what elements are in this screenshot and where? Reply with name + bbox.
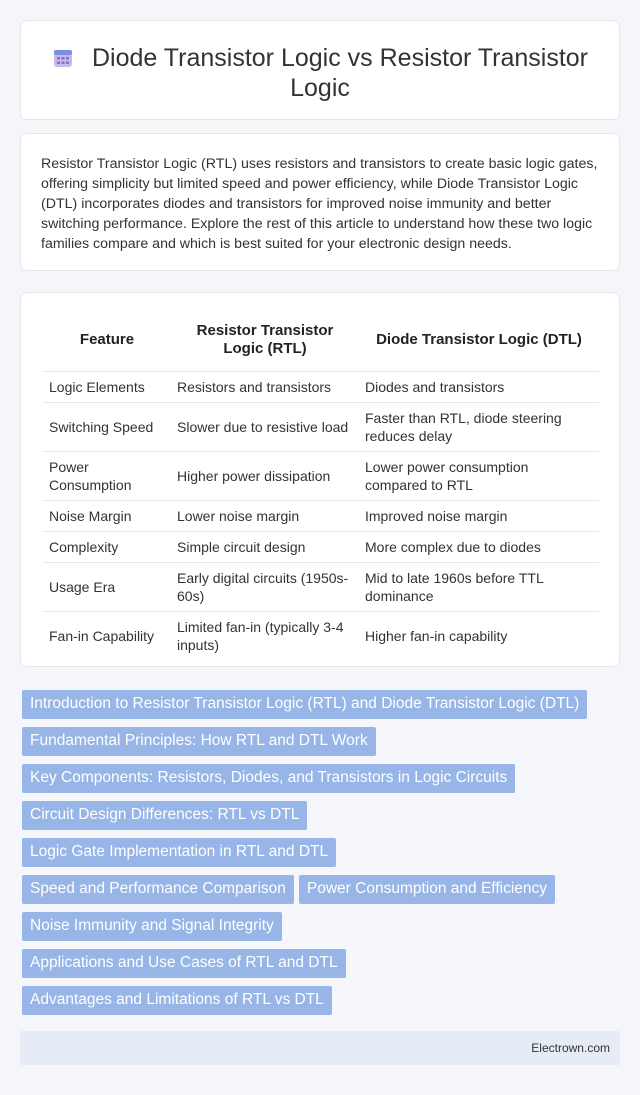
table-cell: Complexity [43, 531, 171, 562]
header-rtl: Resistor Transistor Logic (RTL) [171, 309, 359, 371]
topic-link[interactable]: Advantages and Limitations of RTL vs DTL [22, 986, 332, 1015]
table-row [43, 562, 599, 611]
topic-link[interactable]: Circuit Design Differences: RTL vs DTL [22, 801, 307, 830]
table-row [43, 500, 599, 531]
table-cell: Lower noise margin [171, 500, 359, 531]
topic-links [22, 690, 622, 1023]
header-dtl: Diode Transistor Logic (DTL) [359, 309, 599, 371]
topic-link[interactable]: Logic Gate Implementation in RTL and DTL [22, 838, 336, 867]
intro-paragraph: Resistor Transistor Logic (RTL) uses resistors and transistors to create basic logic gates, offering simplicity but limited speed and power efficiency, while Diode Transistor Logic (DTL) incorporates diodes and transistors for improved noise immunity and better switching performance. Explore the rest of this article to understand how these two logic families compare and which is best suited for your electronic design needs. [41, 156, 598, 252]
table-header-row [43, 309, 599, 371]
table-cell: More complex due to diodes [359, 531, 599, 562]
table-row [43, 611, 599, 660]
table-cell: Diodes and transistors [359, 371, 599, 402]
topic-link[interactable]: Introduction to Resistor Transistor Logic (RTL) and Diode Transistor Logic (DTL) [22, 690, 587, 719]
title-card [20, 20, 620, 120]
table-cell: Lower power consumption compared to RTL [359, 451, 599, 500]
topic-link[interactable]: Fundamental Principles: How RTL and DTL Work [22, 727, 376, 756]
table-row [43, 451, 599, 500]
comparison-table-card [20, 292, 620, 667]
intro-card [20, 133, 620, 271]
table-cell: Usage Era [43, 562, 171, 611]
topic-link[interactable]: Applications and Use Cases of RTL and DTL [22, 949, 346, 978]
table-cell: Slower due to resistive load [171, 402, 359, 451]
table-cell: Faster than RTL, diode steering reduces delay [359, 402, 599, 451]
table-cell: Limited fan-in (typically 3-4 inputs) [177, 618, 344, 653]
table-row [43, 371, 599, 402]
table-row [43, 402, 599, 451]
topic-link[interactable]: Noise Immunity and Signal Integrity [22, 912, 282, 941]
topic-link[interactable]: Speed and Performance Comparison [22, 875, 294, 904]
table-cell: Early digital circuits (1950s-60s) [171, 562, 359, 611]
topic-link[interactable]: Key Components: Resistors, Diodes, and Transistors in Logic Circuits [22, 764, 515, 793]
table-cell: Simple circuit design [171, 531, 359, 562]
table-cell: Fan-in Capability [49, 627, 155, 644]
footer-brand[interactable]: Electrown.com [531, 1041, 610, 1055]
comparison-table [43, 309, 599, 660]
table-cell: Improved noise margin [359, 500, 599, 531]
table-cell: Switching Speed [43, 402, 171, 451]
footer [20, 1031, 620, 1065]
topic-link[interactable]: Power Consumption and Efficiency [299, 875, 555, 904]
page-title-text: Diode Transistor Logic vs Resistor Transistor Logic [91, 44, 588, 102]
table-cell: Resistors and transistors [171, 371, 359, 402]
table-cell: Higher fan-in capability [365, 627, 508, 644]
table-row [43, 531, 599, 562]
table-cell: Noise Margin [43, 500, 171, 531]
calendar-icon [52, 47, 74, 69]
page-title [21, 43, 619, 103]
table-cell: Mid to late 1960s before TTL dominance [359, 562, 599, 611]
header-feature: Feature [43, 309, 171, 371]
table-cell: Higher power dissipation [171, 451, 359, 500]
table-cell: Power Consumption [43, 451, 171, 500]
table-cell: Logic Elements [43, 371, 171, 402]
